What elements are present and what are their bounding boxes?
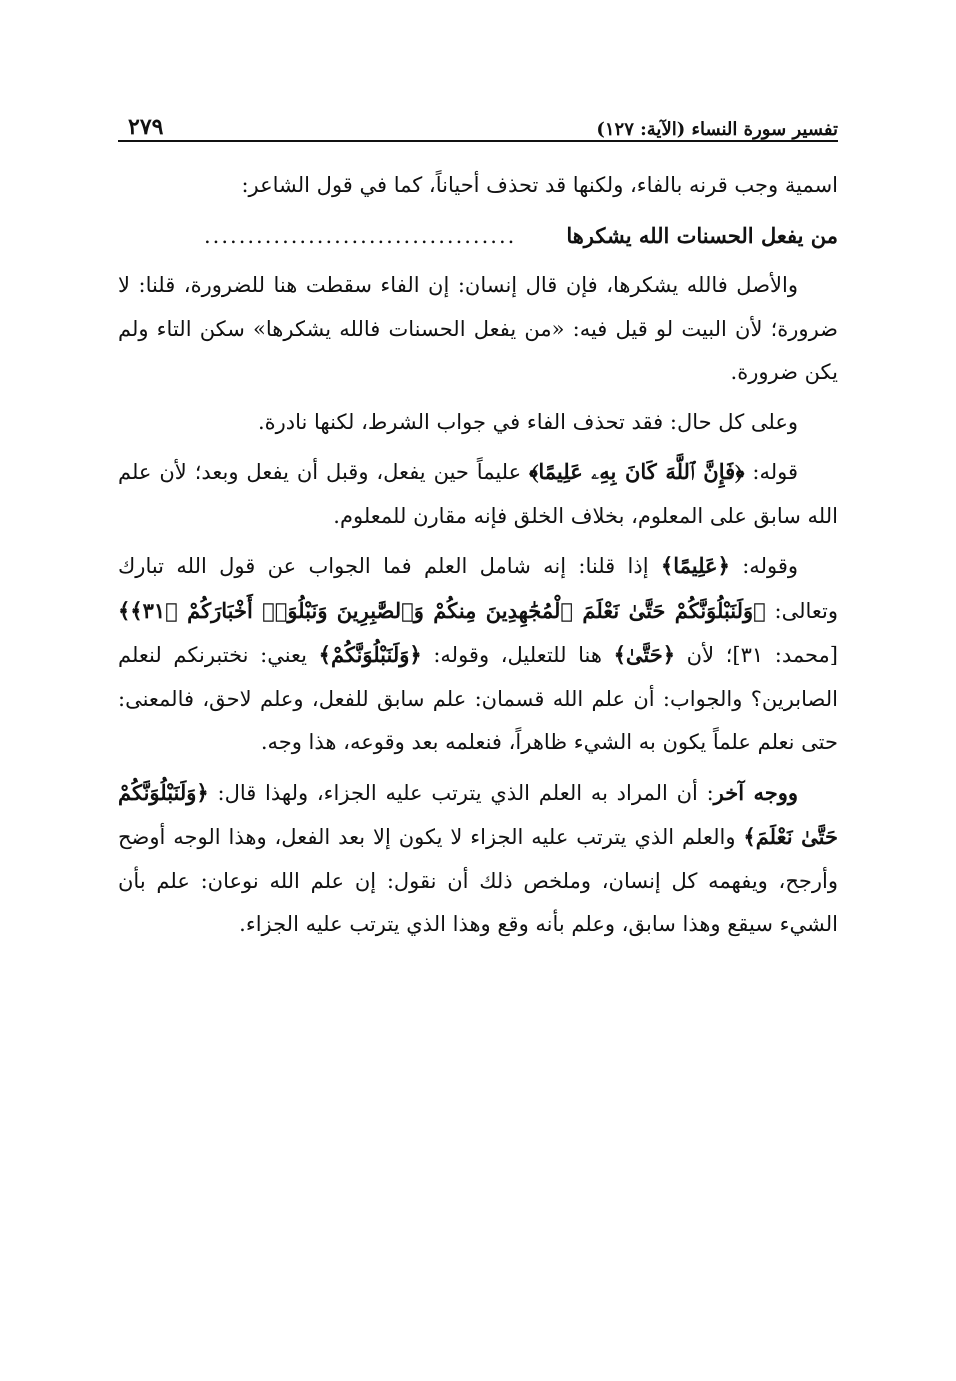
page-body xyxy=(118,164,838,947)
paragraph-6 xyxy=(118,771,838,947)
p6-rest: والعلم الذي يترتب عليه الجزاء لا يكون إلا بعد الفعل، وهذا الوجه أوضح وأرجح، ويفهمه كل إنسان، وملخص ذلك أن نقول: إن علم الله نوعان: علم بأن الشيء سيقع وهذا سابق، وعلم بأنه وقع وهذا الذي يترتب عليه الجزاء. xyxy=(118,825,838,936)
verse-text: من يفعل الحسنات الله يشكرها xyxy=(566,222,838,248)
paragraph-3: وعلى كل حال: فقد تحذف الفاء في جواب الشرط، لكنها نادرة. xyxy=(257,409,798,434)
p4-lead: قوله: xyxy=(744,460,799,484)
paragraph-1: اسمية وجب قرنه بالفاء، ولكنها قد تحذف أحياناً، كما في قول الشاعر: xyxy=(241,173,838,197)
quran-quote: ﴿وَلَنَبْلُوَنَّكُمْ حَتَّىٰ نَعْلَمَ﴾ xyxy=(118,779,838,849)
page-number: ٢٧٩ xyxy=(128,114,164,140)
quran-quote: ﴿وَلَنَبْلُوَنَّكُمْ﴾ xyxy=(318,642,422,667)
running-title: تفسير سورة النساء (الآية: ١٢٧) xyxy=(596,119,838,140)
quran-quote: ﴿عَلِيمًا﴾ xyxy=(660,553,730,578)
p5-mid2: [محمد: ٣١]؛ لأن xyxy=(675,643,838,667)
p6-lead: ووجه آخر xyxy=(713,779,798,805)
quran-quote: ﴿حَتَّىٰ﴾ xyxy=(613,642,676,667)
p4-rest: عليماً حين يفعل، وقبل أن يفعل وبعد؛ لأن علم الله سابق على المعلوم، بخلاف الخلق فإنه مقارن للمعلوم. xyxy=(118,460,838,528)
book-page xyxy=(118,100,838,953)
quran-quote: ﴿فَإِنَّ ٱللَّهَ كَانَ بِهِۦ عَلِيمًا﴾ xyxy=(529,459,745,484)
paragraph-5 xyxy=(118,544,838,765)
poetry-verse xyxy=(118,214,838,259)
p5-mid3: هنا للتعليل، وقوله: xyxy=(421,643,614,667)
p5-rest: يعني: نختبرنكم لنعلم الصابرين؟ والجواب: أن علم الله قسمان: علم سابق للفعل، وعلم لاحق، فالمعنى: حتى نعلم علماً يكون به الشيء ظاهراً، فنعلمه بعد وقوعه، هذا وجه. xyxy=(118,643,838,754)
quran-quote: ﴿وَلَنَبْلُوَنَّكُمْ حَتَّىٰ نَعْلَمَ ٱلْمُجَٰهِدِينَ مِنكُمْ وَٱلصَّٰبِرِينَ وَنَبْلُوَا۟ أَخْبَارَكُمْ ﴿٣١﴾﴾ xyxy=(118,597,766,623)
page-header xyxy=(118,100,838,142)
p5-mid1: إذا قلنا: إنه شامل العلم فما الجواب عن قول الله تبارك وتعالى: xyxy=(118,554,838,623)
paragraph-2: والأصل فالله يشكرها، فإن قال إنسان: إن الفاء سقطت هنا للضرورة، قلنا: لا ضرورة؛ لأن البيت لو قيل فيه: «من يفعل الحسنات فالله يشكرها» سكن التاء ولم يكن ضرورة. xyxy=(118,273,838,384)
verse-dots: .................................... xyxy=(204,223,517,248)
p6-after-lead: : أن المراد به العلم الذي يترتب عليه الجزاء، ولهذا قال: xyxy=(208,780,714,805)
p5-lead: وقوله: xyxy=(729,554,798,578)
paragraph-4 xyxy=(118,450,838,538)
